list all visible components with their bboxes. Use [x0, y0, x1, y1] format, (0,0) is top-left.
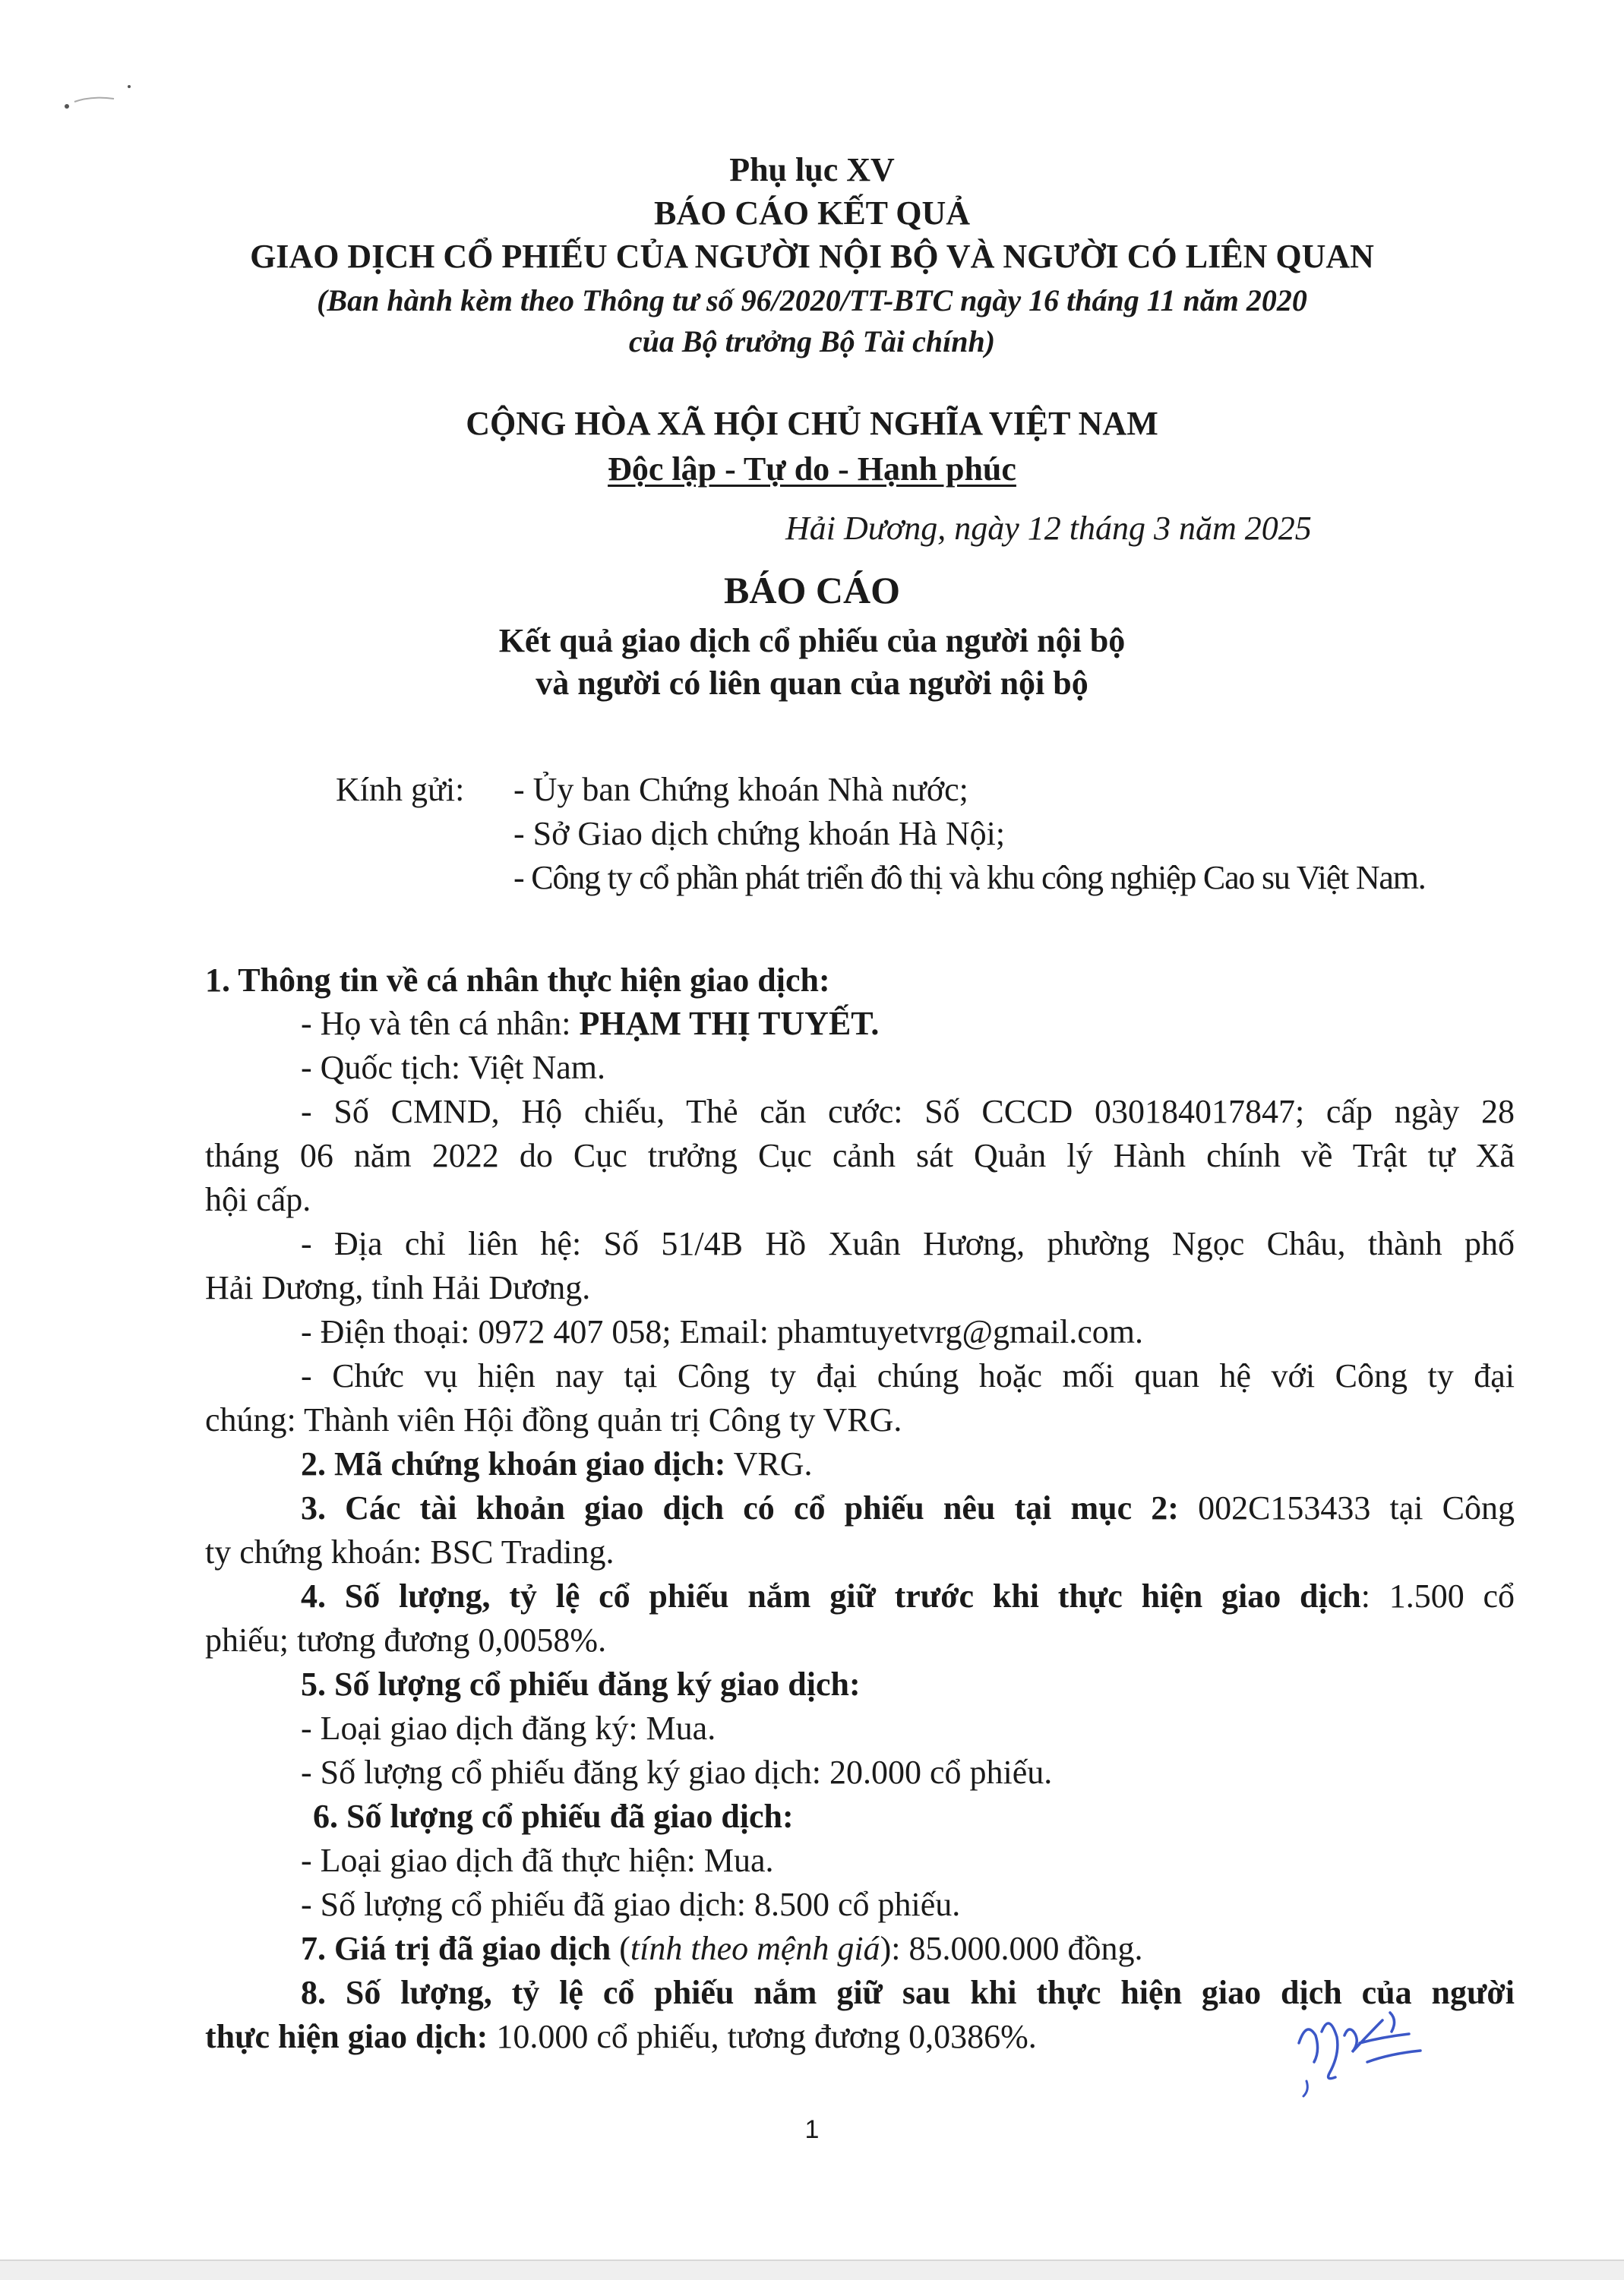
section-6-heading: 6. Số lượng cổ phiếu đã giao dịch: [313, 1798, 794, 1835]
report-result-title: BÁO CÁO KẾT QUẢ [653, 194, 971, 232]
report-title: BÁO CÁO [724, 569, 900, 611]
section-8-label: thực hiện giao dịch: [205, 2018, 488, 2055]
page-number: 1 [804, 2115, 820, 2144]
section-8-value: 10.000 cổ phiếu, tương đương 0,0386%. [488, 2018, 1037, 2055]
recipient-item: - Sở Giao dịch chứng khoán Hà Nội; [513, 815, 1006, 852]
section-4-label: 4. Số lượng, tỷ lệ cổ phiếu nắm giữ trước khi thực hiện giao dịch [301, 1577, 1361, 1615]
section-3-value: 002C153433 tại Công [1178, 1489, 1515, 1527]
section-1-heading: 1. Thông tin về cá nhân thực hiện giao dịch: [205, 962, 830, 999]
section-3-line-1 [301, 1487, 1515, 1530]
person-name-label: - Họ và tên cá nhân: [301, 1005, 580, 1042]
contact-line: - Điện thoại: 0972 407 058; Email: phamtuyetvrg@gmail.com. [301, 1313, 1143, 1350]
section-2-value: VRG. [725, 1445, 813, 1483]
section-7-label: 7. Giá trị đã giao dịch [301, 1930, 611, 1967]
section-2 [301, 1443, 813, 1486]
address-line-1: - Địa chỉ liên hệ: Số 51/4B Hồ Xuân Hương, phường Ngọc Châu, thành phố [301, 1225, 1515, 1262]
scan-bottom-edge [0, 2259, 1624, 2280]
national-motto [0, 450, 1624, 488]
section-3-label: 3. Các tài khoản giao dịch có cổ phiếu nêu tại mục 2: [301, 1489, 1179, 1527]
section-7-italic: tính theo mệnh giá [630, 1930, 880, 1967]
section-3-line-2: ty chứng khoán: BSC Trading. [205, 1533, 615, 1571]
section-5-quantity: - Số lượng cổ phiếu đăng ký giao dịch: 20.000 cổ phiếu. [301, 1754, 1053, 1791]
report-result-subtitle: GIAO DỊCH CỔ PHIẾU CỦA NGƯỜI NỘI BỘ VÀ NGƯỜI CÓ LIÊN QUAN [250, 238, 1374, 275]
section-6-quantity: - Số lượng cổ phiếu đã giao dịch: 8.500 cổ phiếu. [301, 1886, 961, 1923]
signature-mark [1276, 1990, 1428, 2104]
address-line-2: Hải Dương, tỉnh Hải Dương. [205, 1269, 591, 1306]
report-subtitle-2: và người có liên quan của người nội bộ [536, 665, 1088, 702]
section-4-line-1 [301, 1575, 1515, 1618]
section-4-value: : 1.500 cổ [1360, 1577, 1515, 1615]
id-line-2: tháng 06 năm 2022 do Cục trưởng Cục cảnh sát Quản lý Hành chính về Trật tự Xã [205, 1137, 1515, 1174]
person-name-line [301, 1003, 879, 1045]
section-7-value: ): 85.000.000 đồng. [880, 1930, 1143, 1967]
section-7 [301, 1928, 1143, 1970]
place-date: Hải Dương, ngày 12 tháng 3 năm 2025 [785, 510, 1312, 547]
id-line-3: hội cấp. [205, 1181, 311, 1218]
scan-specks [53, 76, 144, 122]
nationality: - Quốc tịch: Việt Nam. [301, 1049, 606, 1086]
appendix-label: Phụ lục XV [729, 151, 895, 188]
recipient-item: - Ủy ban Chứng khoán Nhà nước; [513, 771, 968, 808]
section-6-type: - Loại giao dịch đã thực hiện: Mua. [301, 1842, 774, 1879]
section-8-line-1: 8. Số lượng, tỷ lệ cổ phiếu nắm giữ sau khi thực hiện giao dịch của người [301, 1974, 1515, 2011]
section-7-paren: ( [611, 1930, 630, 1967]
position-line-2: chúng: Thành viên Hội đồng quản trị Công ty VRG. [205, 1401, 902, 1438]
section-2-label: 2. Mã chứng khoán giao dịch: [301, 1445, 726, 1483]
section-4-line-2: phiếu; tương đương 0,0058%. [205, 1622, 607, 1659]
section-8-line-2 [205, 2016, 1037, 2058]
id-line-1: - Số CMND, Hộ chiếu, Thẻ căn cước: Số CCCD 030184017847; cấp ngày 28 [301, 1093, 1515, 1130]
person-name-value: PHẠM THỊ TUYẾT. [579, 1005, 880, 1042]
report-subtitle-1: Kết quả giao dịch cổ phiếu của người nội bộ [498, 622, 1126, 659]
recipients-label: Kính gửi: [336, 771, 465, 808]
section-5-heading: 5. Số lượng cổ phiếu đăng ký giao dịch: [301, 1666, 861, 1703]
country-name: CỘNG HÒA XÃ HỘI CHỦ NGHĨA VIỆT NAM [466, 405, 1158, 442]
issued-by-line-1: (Ban hành kèm theo Thông tư số 96/2020/TT-BTC ngày 16 tháng 11 năm 2020 [317, 283, 1307, 317]
issued-by-line-2: của Bộ trưởng Bộ Tài chính) [628, 324, 996, 358]
section-5-type: - Loại giao dịch đăng ký: Mua. [301, 1710, 716, 1747]
position-line-1: - Chức vụ hiện nay tại Công ty đại chúng hoặc mối quan hệ với Công ty đại [301, 1357, 1515, 1394]
recipient-item: - Công ty cổ phần phát triển đô thị và khu công nghiệp Cao su Việt Nam. [513, 859, 1426, 896]
national-motto-text: Độc lập - Tự do - Hạnh phúc [608, 450, 1016, 488]
